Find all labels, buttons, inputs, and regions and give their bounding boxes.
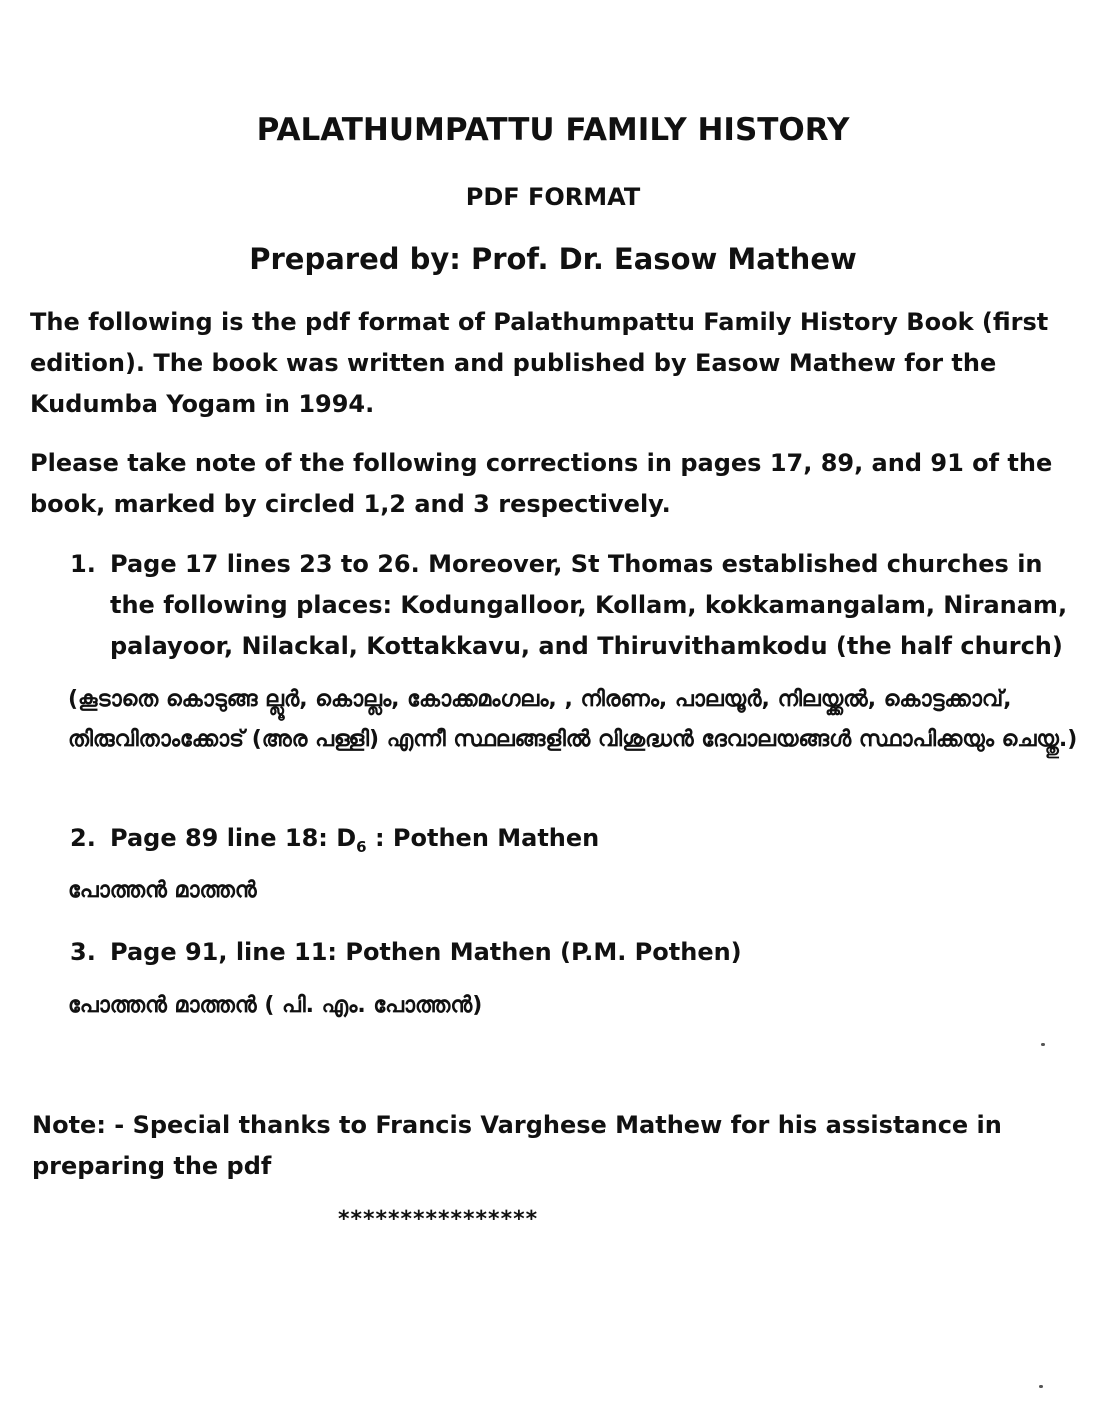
acknowledgement-note: Note: - Special thanks to Francis Varghese Mathew for his assistance in preparing the pdf: [32, 1111, 1002, 1180]
correction-3-malayalam: പോത്തൻ മാത്തൻ ( പി. എം. പോത്തൻ): [68, 993, 483, 1018]
correction-text: Page 17 lines 23 to 26. Moreover, St Thomas established churches in the following places: Kodungalloor, Kollam, kokkamangalam, Niranam, palayoor, Nilackal, Kottakkavu, and Thiruvithamkodu (the half church): [110, 550, 1068, 660]
correction-item-3: [70, 932, 1090, 973]
correction-text-start: Page 89 line 18: D: [110, 824, 357, 852]
correction-number: 2.: [70, 824, 96, 852]
scan-speck: [1039, 1385, 1043, 1388]
intro-paragraph: The following is the pdf format of Palathumpattu Family History Book (first edition). The book was written and published by Easow Mathew for the Kudumba Yogam in 1994.: [30, 308, 1049, 418]
subscript-generation: 6: [356, 837, 367, 856]
correction-text: Page 91, line 11: Pothen Mathen (P.M. Pothen): [110, 938, 742, 966]
correction-item-2: [70, 818, 1090, 868]
correction-text-end: : Pothen Mathen: [366, 824, 600, 852]
correction-number: 1.: [70, 550, 96, 578]
correction-1-malayalam: (കൂടാതെ കൊടുങ്ങ ല്ലൂർ, കൊല്ലം, കോക്കമംഗലം, , നിരണം, പാലയൂർ, നിലയ്ക്കൽ, കൊട്ടക്കാവ്, തിരുവിതാംക്കോട് (അര പള്ളി) എന്നീ സ്ഥലങ്ങളിൽ വിശുദ്ധൻ ദേവാലയങ്ങൾ സ്ഥാപിക്കയും ചെയ്തു.): [68, 687, 1078, 752]
corrections-intro-paragraph: Please take note of the following corrections in pages 17, 89, and 91 of the book, marked by circled 1,2 and 3 respectively.: [30, 449, 1053, 518]
document-subtitle: PDF FORMAT: [465, 183, 641, 211]
scan-speck: [1041, 1043, 1045, 1046]
correction-text: [110, 818, 1090, 868]
correction-number: 3.: [70, 938, 96, 966]
correction-item-1: [70, 544, 1090, 667]
end-marker: ****************: [338, 1207, 539, 1232]
document-title: PALATHUMPATTU FAMILY HISTORY: [256, 112, 850, 148]
correction-2-malayalam: പോത്തൻ മാത്തൻ: [68, 878, 257, 903]
prepared-by-line: Prepared by: Prof. Dr. Easow Mathew: [249, 242, 857, 276]
